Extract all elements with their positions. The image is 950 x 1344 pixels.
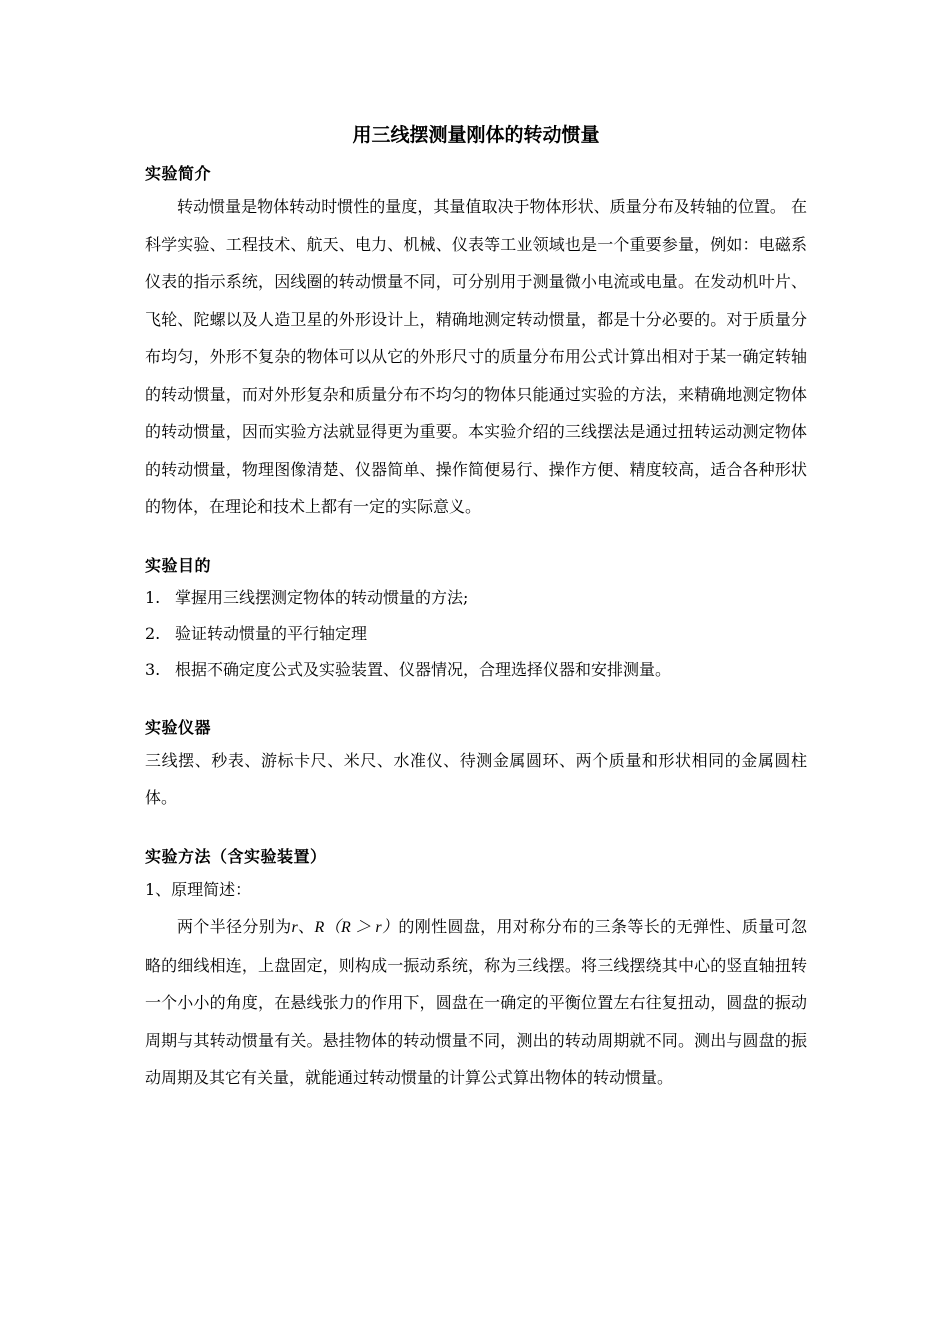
list-number: 3. (145, 659, 161, 679)
method-text-rest: 的刚性圆盘，用对称分布的三条等长的无弹性、质量可忽略的细线相连，上盘固定，则构成一振动系统，称为三线摆。将三线摆绕其中心的竖直轴扭转一个小小的角度，在悬线张力的作用下，圆盘在一确定的平衡位置左右往复扭动，圆盘的振动周期与其转动惯量有关。悬挂物体的转动惯量不同，测出的转动周期就不同。测出与圆盘的振动周期及其它有关量，就能通过转动惯量的计算公式算出物体的转动惯量。 (145, 917, 807, 1087)
math-condition: （R ＞ r） (324, 919, 399, 936)
separator: 、 (297, 917, 315, 936)
math-symbol-R: R (314, 919, 325, 936)
math-symbol-r: r (291, 919, 298, 936)
list-item (145, 652, 807, 688)
method-subheading: 1、原理简述： (145, 879, 252, 899)
list-text: 验证转动惯量的平行轴定理 (175, 623, 368, 643)
method-paragraph (145, 908, 807, 1097)
intro-paragraph: 转动惯量是物体转动时惯性的量度，其量值取决于物体形状、质量分布及转轴的位置。 在科学实验、工程技术、航天、电力、机械、仪表等工业领域也是一个重要参量，例如：电磁系仪表的指示系统，因线圈的转动惯量不同，可分别用于测量微小电流或电量。在发动机叶片、飞轮、陀螺以及人造卫星的外形设计上，精确地测定转动惯量，都是十分必要的。对于质量分布均匀，外形不复杂的物体可以从它的外形尺寸的质量分布用公式计算出相对于某一确定转轴的转动惯量，而对外形复杂和质量分布不均匀的物体只能通过实验的方法，来精确地测定物体的转动惯量，因而实验方法就显得更为重要。本实验介绍的三线摆法是通过扭转运动测定物体的转动惯量，物理图像清楚、仪器简单、操作简便易行、操作方便、精度较高，适合各种形状的物体，在理论和技术上都有一定的实际意义。 (145, 197, 807, 516)
list-number: 1. (145, 587, 161, 607)
method-text-prefix: 两个半径分别为 (177, 917, 292, 936)
instruments-paragraph: 三线摆、秒表、游标卡尺、米尺、水准仪、待测金属圆环、两个质量和形状相同的金属圆柱体。 (145, 750, 807, 807)
document-page (145, 118, 807, 1097)
purpose-heading: 实验目的 (145, 555, 212, 575)
section-spacer (145, 688, 807, 714)
list-item (145, 580, 807, 616)
list-item (145, 616, 807, 652)
page-title: 用三线摆测量刚体的转动惯量 (352, 124, 600, 146)
section-spacer (145, 817, 807, 843)
instruments-heading: 实验仪器 (145, 717, 212, 737)
section-spacer (145, 526, 807, 552)
intro-heading: 实验简介 (145, 164, 212, 183)
list-text: 根据不确定度公式及实验装置、仪器情况，合理选择仪器和安排测量。 (175, 659, 672, 679)
list-text: 掌握用三线摆测定物体的转动惯量的方法; (175, 587, 469, 607)
purpose-list (145, 580, 807, 688)
method-heading: 实验方法（含实验装置） (145, 846, 327, 866)
list-number: 2. (145, 623, 161, 643)
